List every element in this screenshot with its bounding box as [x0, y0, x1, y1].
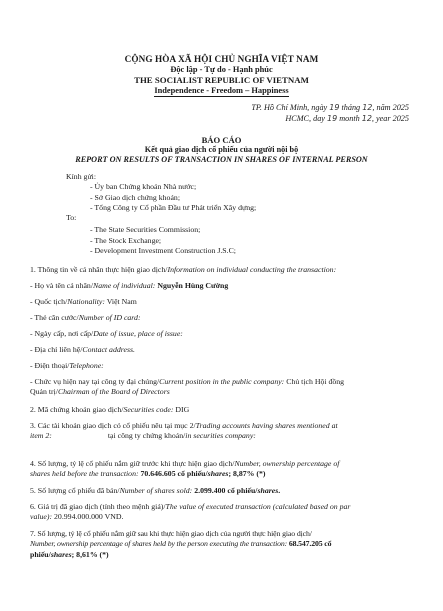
section-7: 7. Số lượng, tỷ lệ cổ phiếu nắm giữ sau khi thực hiện giao dịch của người thực hiện giao dịch/ Number, ownership percentage of shares held by the person executing the transaction: 68.547.205 cổ phiếu/shares; 8,61% (*) — [30, 529, 332, 559]
recipients-vi — [66, 172, 256, 213]
name-value: Nguyễn Hùng Cường — [157, 281, 229, 290]
field-phone: - Điện thoại/Telephone: — [30, 361, 104, 370]
report-subtitle-vi: Kết quả giao dịch cổ phiếu của người nội bộ — [144, 145, 299, 154]
national-motto-en: Independence - Freedom – Happiness — [154, 86, 289, 95]
section-1 — [30, 265, 420, 275]
field-nationality: - Quốc tịch/Nationality: Việt Nam — [30, 297, 137, 306]
section-3: 3. Các tài khoản giao dịch có cổ phiếu nêu tại mục 2/Trading accounts having shares mentioned at item 2: tại công ty chứng khoán/in securities company: — [30, 421, 338, 441]
section-6: 6. Giá trị đã giao dịch (tính theo mệnh giá)/The value of executed transaction (calculated based on par value): 20.994.000.000 VND. — [30, 502, 351, 522]
kinh-gui-label: Kính gửi: — [66, 172, 96, 181]
section-1-heading: 1. Thông tin về cá nhân thực hiện giao dịch/Information on individual conducting the transaction: — [30, 265, 337, 274]
recipient-vi: - Sở Giao dịch chứng khoán; — [90, 192, 180, 202]
section-2: 2. Mã chứng khoán giao dịch/Securities code: DIG — [30, 405, 190, 414]
date-line-vi: TP. Hồ Chí Minh, ngày 19 tháng 12, năm 2025 — [251, 103, 409, 112]
field-address: - Địa chỉ liên hệ/Contact address. — [30, 345, 135, 354]
national-motto: Độc lập - Tự do - Hạnh phúc — [170, 65, 273, 74]
national-header: CỘNG HÒA XÃ HỘI CHỦ NGHĨA VIỆT NAM — [124, 54, 319, 64]
recipient-en: - The Stock Exchange; — [90, 235, 162, 245]
recipient-vi: - Tổng Công ty Cổ phần Đầu tư Phát triển Xây dựng; — [90, 202, 257, 212]
field-id-card: - Thẻ căn cước/Number of ID card: — [30, 313, 141, 322]
recipients-en — [66, 213, 236, 256]
handwritten-month: 12 — [362, 103, 373, 112]
recipient-en: - Development Investment Construction J.S.C; — [90, 245, 236, 255]
to-label: To: — [66, 213, 77, 222]
recipient-en: - The State Securities Commission; — [90, 225, 201, 235]
shares-before-value: 70.646.605 cổ phiếu/ — [140, 469, 208, 479]
national-header-en: THE SOCIALIST REPUBLIC OF VIETNAM — [134, 75, 309, 85]
transaction-value: 20.994.000.000 VND. — [54, 512, 124, 522]
field-issue: - Ngày cấp, nơi cấp/Date of issue, place of issue: — [30, 329, 183, 338]
securities-code: DIG — [175, 405, 190, 414]
shares-sold-value: 2.099.400 cổ phiếu/ — [194, 486, 258, 495]
field-position: - Chức vụ hiện nay tại công ty đại chúng/Current position in the public company: Chủ tịch Hội đồng Quản trị/Chairman of the Board of Directors — [30, 377, 345, 397]
handwritten-month-en: 12 — [361, 114, 372, 123]
section-4: 4. Số lượng, tỷ lệ cổ phiếu nắm giữ trước khi thực hiện giao dịch/Number, ownership percentage of shares held before the transaction: 70.646.605 cổ phiếu/shares; 8,87% (*) — [30, 459, 340, 479]
report-title: BÁO CÁO — [201, 135, 242, 145]
report-subtitle-en: REPORT ON RESULTS OF TRANSACTION IN SHARES OF INTERNAL PERSON — [75, 155, 368, 164]
handwritten-day: 19 — [329, 103, 340, 112]
recipient-vi: - Ủy ban Chứng khoán Nhà nước; — [90, 182, 197, 192]
handwritten-day-en: 19 — [326, 114, 338, 123]
shares-after-value: 68.547.205 cổ — [288, 539, 332, 549]
section-5: 5. Số lượng cổ phiếu đã bán/Number of shares sold: 2.099.400 cổ phiếu/shares. — [30, 486, 281, 495]
field-name: - Họ và tên cá nhân/Name of individual: Nguyễn Hùng Cường — [30, 281, 229, 290]
date-line-en: HCMC, day 19 month 12, year 2025 — [285, 114, 409, 123]
